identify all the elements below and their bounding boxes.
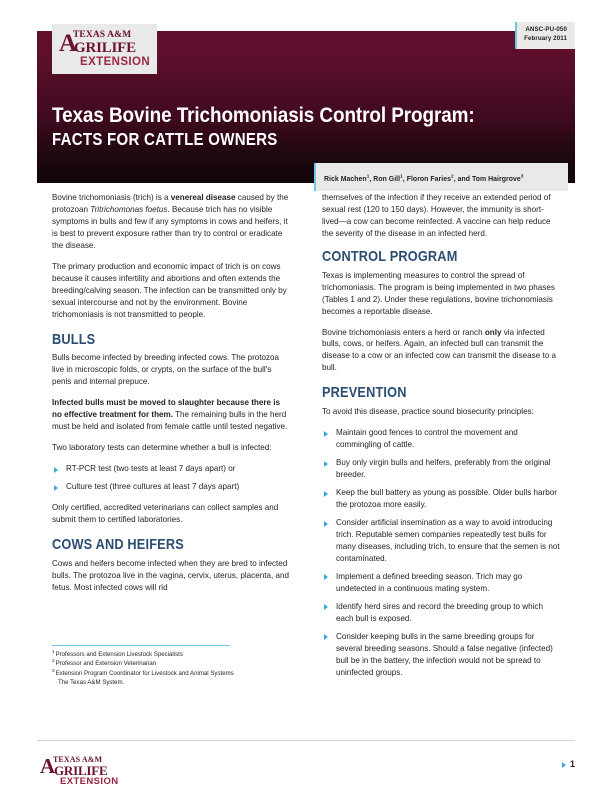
triangle-bullet-icon [324,574,328,580]
section-heading-bulls: BULLS [52,330,96,348]
intro-paragraph-2: The primary production and economic impact of trich is on cows because it causes infertility and abortions and often extends the breeding/calving season. The infection can be transmitted only by sexual intercourse and not by the environment. Bovine trichomoniasis is not transmitted to people. [52,261,287,319]
document-title-main: Texas Bovine Trichomoniasis Control Program: [52,103,475,127]
footer-logo-texas-am: TEXAS A&M [53,755,103,764]
author-list: Rick Machen$^1$, Ron Gill$^1$, Floron Faries$^2$, and Tom Hairgrove$^3$ [324,173,524,183]
logo-extension-text: EXTENSION [80,56,151,68]
section-heading-prevention: PREVENTION [322,384,407,402]
logo-letter-a: A [59,30,77,57]
cows-paragraph-1: Cows and heifers become infected when they are bred to infected bulls. The protozoa live in the vagina, cervix, uterus, placenta, and fetus. Most infected cows will rid [52,558,289,592]
list-item-label: Consider keeping bulls in the same breeding groups for several breeding seasons. Should a false negative (infected) bull be in the battery, the infection would not be spread to uninfected groups. [336,631,553,677]
document-body [52,192,560,692]
bulls-test-list [52,463,290,493]
logo-texas-am-text: TEXAS A&M [73,30,132,40]
list-item-label: Buy only virgin bulls and heifers, preferably from the original breeder. [336,458,551,479]
document-title-sub: FACTS FOR CATTLE OWNERS [52,128,278,149]
triangle-bullet-icon [54,467,58,473]
author-byline [314,163,568,191]
intro-paragraph-1: Bovine trichomoniasis (trich) is a venereal disease caused by the protozoan Tritrichomonas foetus. Because trich has no visible symptoms in bulls and few if any symptoms in cows and heifers, it is best to prevent exposure rather than try to control or eradicate the disease. [52,193,289,250]
list-item-label: Culture test (three cultures at least 7 days apart) [66,482,240,492]
footer-logo-agrilife: GRILIFE [54,763,108,778]
bulls-paragraph-2: Infected bulls must be moved to slaughter because there is no effective treatment for them. The remaining bulls in the herd must be held and isolated from female cattle until tested negative. [52,398,288,432]
list-item-label: Keep the bull battery as young as possible. Older bulls harbor the protozoa more easily. [336,487,557,509]
list-item [322,517,560,565]
page-number-value: 1 [569,759,575,769]
triangle-bullet-icon [54,485,58,491]
list-item [322,457,560,481]
control-paragraph-2: Bovine trichomoniasis enters a herd or ranch only via infected bulls, cows, or heifers. Again, an infected bull can transmit the disease to a cow or an infected cow can transmit the disease to a bull. [322,327,556,373]
list-item [322,631,560,679]
footnote-entry [52,659,290,668]
triangle-bullet-icon [324,604,328,610]
footnote-entry [52,650,290,659]
triangle-bullet-icon [324,521,328,527]
control-paragraph-1: Texas is implementing measures to control the spread of trichomoniasis. The program is being implemented in two phases (Tables 1 and 2). Under these regulations, bovine trichonomiasis becomes a reportable disease. [322,270,555,316]
prevention-intro: To avoid this disease, practice sound biosecurity principles: [322,407,534,417]
page-number [562,760,575,769]
logo-agrilife-text: GRILIFE [74,40,136,56]
agrilife-extension-logo [52,24,157,74]
list-item-label: Implement a defined breeding season. Trich may go undetected in a continuous mating system. [336,571,523,593]
section-heading-cows-and-heifers: COWS AND HEIFERS [52,536,184,554]
right-column [322,192,560,688]
list-item-label: Maintain good fences to control the movement and commingling of cattle. [336,428,518,450]
footer-logo-letter-a: A [40,754,55,778]
triangle-bullet-icon [324,431,328,437]
footnote-text: Professor and Extension Veterinarian [55,660,157,668]
footnote-continuation: The Texas A&M System. [58,679,125,687]
list-item-label: RT-PCR test (two tests at least 7 days apart) or [66,464,236,474]
publication-id: ANSC-PU-050 [525,26,567,33]
footer-divider [37,740,575,741]
footnote-entry [52,669,290,678]
list-item [322,571,560,595]
footnote-marker: 2 [52,658,55,664]
footnote-text: Professors and Extension Livestock Specialists [55,651,183,658]
list-item [322,487,560,511]
list-item-label: Identify herd sires and record the breeding group to which each bull is exposed. [336,601,543,623]
footnote-divider [52,645,230,646]
list-item [52,481,290,493]
left-column [52,192,290,603]
triangle-bullet-icon [324,491,328,497]
footer-logo-extension: EXTENSION [60,776,119,787]
footnote-entries [52,650,290,678]
prevention-list [322,427,560,678]
bulls-paragraph-1: Bulls become infected by breeding infected cows. The protozoa live in microscopic folds, or crypts, on the surface of the bull's penis and internal prepuce. [52,353,280,387]
footnote-text: Extension Program Coordinator for Livestock and Animal Systems [55,669,234,677]
bulls-paragraph-3: Two laboratory tests can determine whether a bull is infected: [52,443,272,453]
bulls-paragraph-4: Only certified, accredited veterinarians can collect samples and submit them to certified laboratories. [52,503,279,525]
continued-paragraph: themselves of the infection if they receive an extended period of sexual rest (120 to 150 days). However, the immunity is short-lived—a cow can become reinfected. A vaccine can help reduce the severity of the disease in an infected herd. [322,193,551,238]
list-item-label: Consider artificial insemination as a way to avoid introducing trich. Reputable semen companies repeatedly test bulls for many diseases, including trich, to ensure that the semen is not contaminated. [336,517,560,563]
list-item [322,601,560,625]
footnote-marker: 1 [52,648,55,654]
list-item [52,463,290,475]
footnotes-block [52,645,290,688]
publication-date: February 2011 [524,34,567,42]
triangle-bullet-icon [324,461,328,467]
page-title [52,104,522,151]
footnote-marker: 3 [52,667,55,673]
publication-id-box [515,22,575,49]
list-item [322,427,560,451]
footer-agrilife-logo [37,752,137,786]
triangle-bullet-icon [324,634,328,640]
triangle-bullet-icon [562,762,566,768]
section-heading-control-program: CONTROL PROGRAM [322,247,458,265]
